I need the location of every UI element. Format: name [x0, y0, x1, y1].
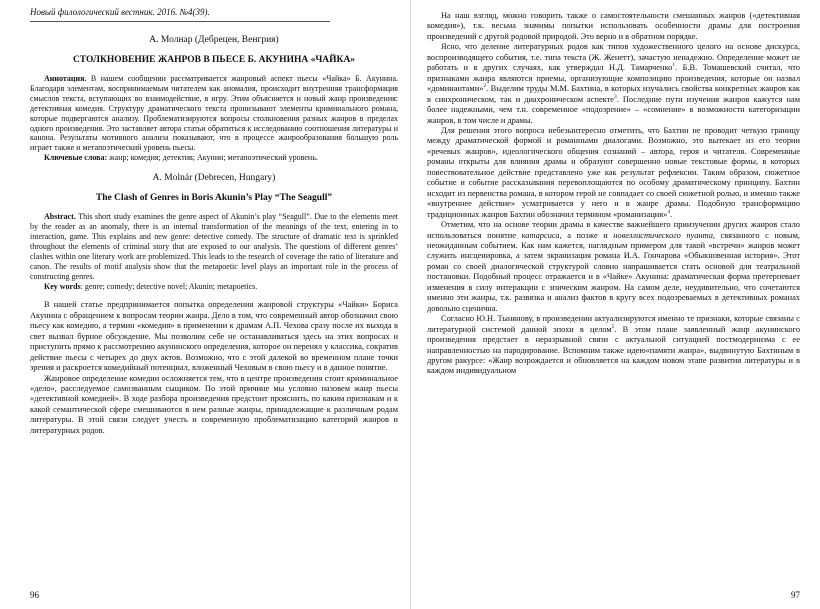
footnote-ref: 4	[667, 208, 671, 215]
abstract-en-label: Abstract.	[44, 212, 76, 222]
italic-term: катарсиса	[521, 230, 560, 240]
footnote-ref: 3	[614, 93, 617, 100]
body-paragraph	[427, 220, 800, 314]
footnote-ref: 5	[611, 323, 615, 330]
text-run: Согласно Ю.Н. Тынянову, в произведении актуализируются именно те признаки, которые связаны с литературной системой данной эпохи в целом	[427, 314, 800, 334]
abstract-ru-text: В нашем сообщении рассматривается жанровый аспект пьесы «Чайка» Б. Акунина. Благодаря элементам, воспринимаемым читателем как аномалия, происходит внутренняя трансформация смыслов текста, вступающих во взаимодействие, в игру. Этим объясняется и новый жанр произведения: детективная комедия. Структуру драматического текста пронизывают элементы криминального романа, которые подвергаются анализу. Проблематизируются вопросы столкновения разных жанров в пределах одного произведения. Это заставляет автора статьи обратиться к исследованию соотношения литературы и канона. Результаты мотивного анализа показывают, что в процессе жанрообразования большую роль играет также и метапоэтический уровень пьесы.	[30, 74, 398, 153]
keywords-en-label: Key words	[44, 281, 81, 291]
page-number-left: 96	[30, 590, 39, 600]
text-run: , связанного с новым, неожиданным событием. Как нам кажется, наглядным примером для такой «встречи» жанров может служить инсценировка, а затем экранизация романа И.А. Гончарова «Обыкновенная история». Этот роман со своей диалогической структурой словно напрашивается стать основой для театральной постановки. Подобный процесс отражается и в «Чайке» Акунина: драматическая форма претерпевает изменения в силу интеракции с эпическим жанром. На самом деле, неудивительно, что сочетаются именно эти жанры, т.к. развязка и анализ фактов в кругу всех подозреваемых в детективных романах довольно сценична.	[427, 230, 801, 313]
abstract-ru	[30, 74, 398, 153]
running-head: Новый филологический вестник. 2016. №4(39).	[30, 7, 330, 22]
body-paragraph: Жанровое определение комедии осложняется тем, что в центре произведения стоит криминальное «дело», расследуемое самозванным сыщиком. По этой причине мы условно назовем жанр пьесы «детективной комедией». В ходе разбора произведения предстоит прояснить, по каким признакам и к какой семантической сфере смешиваются в нем разные жанры, принадлежащие к различным родам литературы. В этой связи следует учесть и современную проблематизацию категорий жанров и литературных родов.	[30, 373, 398, 435]
text-run: Отметим, что на основе теории драмы в качестве важнейшего приизучении других жанров стало использоваться понятие	[427, 220, 800, 240]
text-run: Для решения этого вопроса небезынтересно отметить, что Бахтин не проводит четкую границу между драматической формой и романными диалогами. Возможно, это вытекает из его теории «речевых жанров», идеологического общения сознаний – автора, героя и читателя. Современные романы открыты для влияния драмы и образуют совершенно новые текстовые формы, в которых повествовательное действие представлено уже как результат рефлексии. Таким образом, сюжетное событие и событие рассказывания перевоплощаются по особому драматическому принципу. Бахтин исходит из первенства романа, в котором герой не совпадает со своей сюжетной ролью, и именно также «внутреннее действие» усматривается у него и в жанре драмы. Подобную трансформацию традиционных жанров Бахтин обозначил термином «романизация»	[427, 125, 800, 219]
right-page	[412, 0, 820, 609]
text-run: , а позже и	[559, 230, 614, 240]
keywords-ru-text: жанр; комедия; детектив; Акунин; метапоэтический уровень.	[107, 153, 318, 163]
abstract-ru-block	[30, 74, 398, 163]
body-paragraph	[427, 126, 800, 220]
title-en: The Clash of Genres in Boris Akunin’s Play “The Seagull”	[95, 193, 333, 204]
abstract-en	[30, 212, 398, 281]
body-paragraph	[427, 42, 800, 126]
gutter-divider	[410, 0, 411, 609]
italic-term: новеллистического пуанта	[613, 230, 713, 240]
author-en: A. Molnár (Debrecen, Hungary)	[152, 173, 276, 184]
keywords-ru	[30, 153, 398, 163]
keywords-ru-label: Ключевые слова:	[44, 153, 108, 163]
keywords-en-text: : genre; comedy; detective novel; Akunin; metapoetics.	[80, 281, 258, 291]
keywords-en	[30, 282, 398, 292]
body-paragraph: На наш взгляд, можно говорить также о самостоятельности смешанных жанров («детективная комедия»), т.к. весьма значимы попытки использовать особенности драмы для построения произведений с другой родовой природой. Это верно и в обратном порядке.	[427, 11, 800, 41]
text-run: . Б.В. Томашевский считал, что признаками жанра являются приемы, организующие композицию произведения, которые он назвал «доминантами»	[427, 63, 800, 94]
title-ru: СТОЛКНОВЕНИЕ ЖАНРОВ В ПЬЕСЕ Б. АКУНИНА «ЧАЙКА»	[72, 55, 356, 65]
body-paragraph: В нашей статье предпринимается попытка определения жанровой структуры «Чайки» Бориса Акунина с обращением к вопросам теории жанра. Дело в том, что современный автор обозначил свою пьесу как комедию, а термин «комедия» в применении к драмам А.П. Чехова сразу после их выхода в свет вызвал бурное обсуждение. Мы позволим себе не останавливаться здесь на этих вопросах и приступить прямо к рассмотрению акунинского определения, которое он перенял у классика, сократив действие пьесы с четырех до двух актов. Возможно, что с этой далекой во временном плане точки зрения и раскроется комедийный потенциал, вложенный Чеховым в свою пьесу и в данное понятие.	[30, 300, 398, 373]
text-run: . Последние пути изучения жанров кажутся нам более надежными, чем т.н. современное «подозрение» – «сомнение» в возможности категоризации жанров, в том числе и драмы.	[427, 94, 800, 125]
abstract-ru-label: Аннотация.	[44, 74, 87, 83]
page-number-right: 97	[791, 590, 800, 600]
author-ru: А. Молнар (Дебрецен, Венгрия)	[149, 35, 279, 45]
spacer	[30, 291, 398, 300]
text-run: . В этом плане заявленный жанр акунинского произведения предстает в неразрывной связи с актуальной ситуацией постмодернизма с ее направленностью на пародирование. Вспомним также идею«памяти жанра», выдвинутую Бахтиным в другом ракурсе: «Жанр возрождается и обновляется на каждом новом этапе развития литературы и в каждом индивидуальном	[427, 324, 801, 376]
footnote-ref: 1	[672, 62, 676, 69]
footnote-ref: 2	[483, 83, 487, 90]
text-run: . Выделим труды М.М. Бахтина, в которых изучались свойства конкретных жанров как в синхроническом, так и диахроническом аспекте	[427, 84, 800, 104]
spacer	[30, 163, 398, 172]
abstract-en-block	[30, 212, 398, 291]
body-paragraph	[427, 314, 800, 377]
text-run: Ясно, что деление литературных родов как типов художественного целого на основе дискурса, воспроизводящего события, т.е. типа текста (Ж. Женетт), зачастую ненадежно. Определение может не работать и в других случаях, как утверждал Н.Д. Тамарченко	[427, 42, 800, 73]
abstract-en-text: This short study examines the genre aspect of Akunin’s play “Seagull”. Due to the elements meet by the reader as an anomaly, there is an internal transformation of the meanings of the text, entering in to interaction, game. This explains and new genre: detective comedy. The structure of dramatic text is sprinkled throughout the elements of criminal story that are exposed to our analysis. The questions of different genres’ clashes within one literary work are problemized. This leads to the research of coverage the ratio of literature and canon. The results of motif analysis show that the metapoetic level plays an important role in the process of constructing genres.	[30, 212, 398, 281]
text-run: .	[670, 209, 673, 219]
